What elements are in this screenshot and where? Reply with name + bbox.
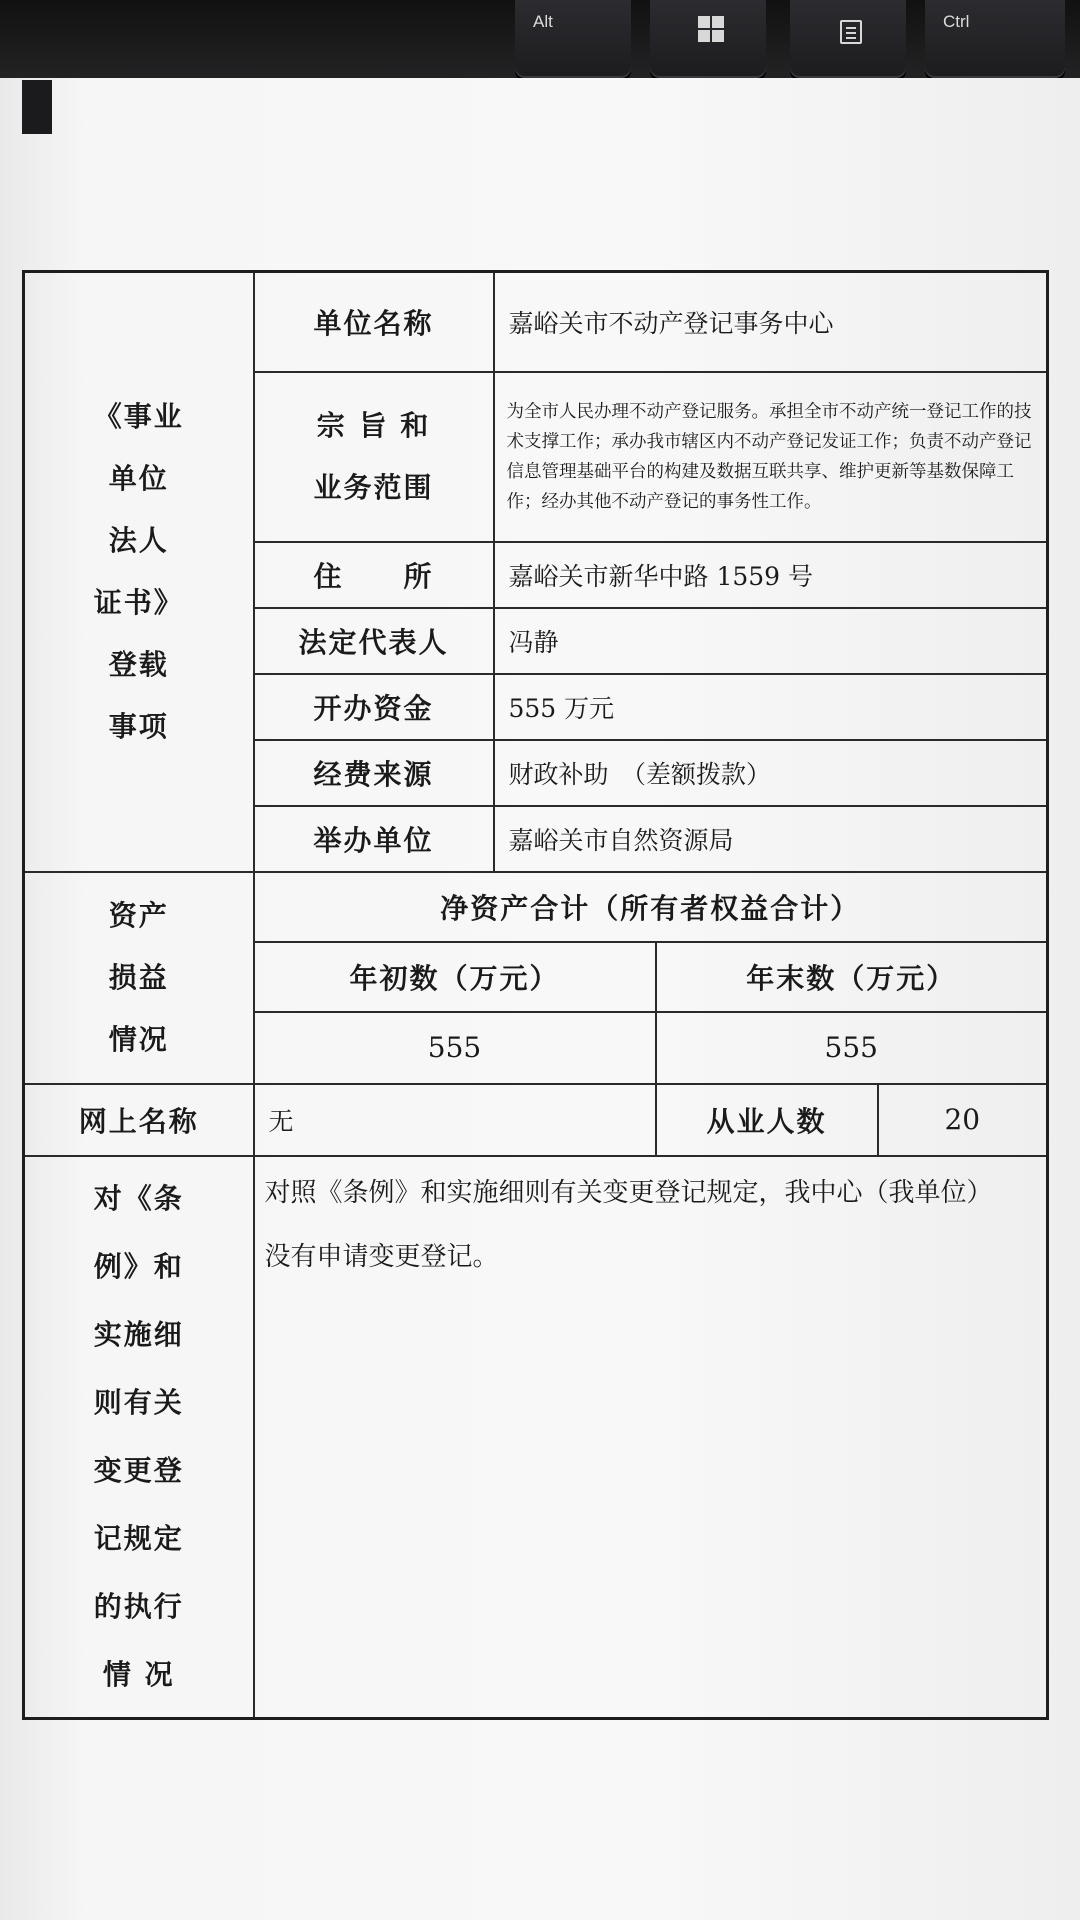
side-line: 《事业	[93, 399, 184, 433]
side-line: 法人	[108, 523, 169, 557]
assets-section-side-label	[24, 872, 254, 1084]
sponsor-value: 嘉峪关市自然资源局	[494, 806, 1048, 872]
start-of-year-header: 年初数（万元）	[254, 942, 656, 1012]
legal-rep-label: 法定代表人	[254, 608, 494, 674]
address-label: 住 所	[254, 542, 494, 608]
side-line: 对《条	[93, 1181, 184, 1215]
side-line: 的执行	[93, 1589, 184, 1623]
scope-label-line: 宗 旨 和	[316, 408, 431, 442]
unit-name-value: 嘉峪关市不动产登记事务中心	[494, 272, 1048, 372]
unit-name-label: 单位名称	[254, 272, 494, 372]
side-line: 实施细	[93, 1317, 184, 1351]
funding-source-label: 经费来源	[254, 740, 494, 806]
side-line: 登载	[108, 647, 169, 681]
side-line: 事项	[108, 709, 169, 743]
start-of-year-value: 555	[254, 1012, 656, 1084]
staff-count-label: 从业人数	[656, 1084, 878, 1156]
side-line: 变更登	[93, 1453, 184, 1487]
side-line: 情况	[108, 1022, 169, 1056]
side-line: 损益	[108, 960, 169, 994]
ctrl-key	[925, 0, 1065, 78]
alt-key-label: Alt	[533, 12, 553, 31]
capital-value: 555 万元	[494, 674, 1048, 740]
windows-key-icon	[698, 16, 724, 42]
online-name-label: 网上名称	[24, 1084, 254, 1156]
capital-label: 开办资金	[254, 674, 494, 740]
staff-count-value: 20	[878, 1084, 1048, 1156]
end-of-year-header: 年末数（万元）	[656, 942, 1048, 1012]
side-line: 情 况	[102, 1657, 175, 1691]
legal-rep-value: 冯静	[494, 608, 1048, 674]
side-line: 例》和	[93, 1249, 184, 1283]
alt-key	[515, 0, 631, 78]
scope-label	[254, 372, 494, 542]
end-of-year-value: 555	[656, 1012, 1048, 1084]
menu-key	[790, 0, 906, 78]
menu-key-icon	[840, 20, 862, 44]
statement-line: 对照《条例》和实施细则有关变更登记规定，我中心（我单位）	[264, 1177, 993, 1208]
net-assets-header: 净资产合计（所有者权益合计）	[254, 872, 1048, 942]
side-line: 则有关	[93, 1385, 184, 1419]
side-line: 证书》	[93, 585, 184, 619]
compliance-section-side-label	[24, 1156, 254, 1719]
scope-label-line: 业务范围	[313, 470, 434, 504]
windows-key	[650, 0, 766, 78]
scope-value: 为全市人民办理不动产登记服务。承担全市不动产统一登记工作的技术支撑工作；承办我市辖区内不动产登记发证工作；负责不动产登记信息管理基础平台的构建及数据互联共享、维护更新等基数保障工作；经办其他不动产登记的事务性工作。	[494, 372, 1048, 542]
ctrl-key-label: Ctrl	[943, 12, 970, 31]
funding-source-value: 财政补助 （差额拨款）	[494, 740, 1048, 806]
online-name-value: 无	[254, 1084, 656, 1156]
register-section-side-label	[24, 272, 254, 872]
compliance-statement	[254, 1156, 1048, 1719]
side-line: 记规定	[93, 1521, 184, 1555]
statement-line: 没有申请变更登记。	[264, 1241, 499, 1272]
side-line: 资产	[108, 898, 169, 932]
paper-corner-shadow	[22, 80, 52, 134]
address-value: 嘉峪关市新华中路 1559 号	[494, 542, 1048, 608]
sponsor-label: 举办单位	[254, 806, 494, 872]
side-line: 单位	[108, 461, 169, 495]
registration-form-table	[22, 270, 1049, 1720]
